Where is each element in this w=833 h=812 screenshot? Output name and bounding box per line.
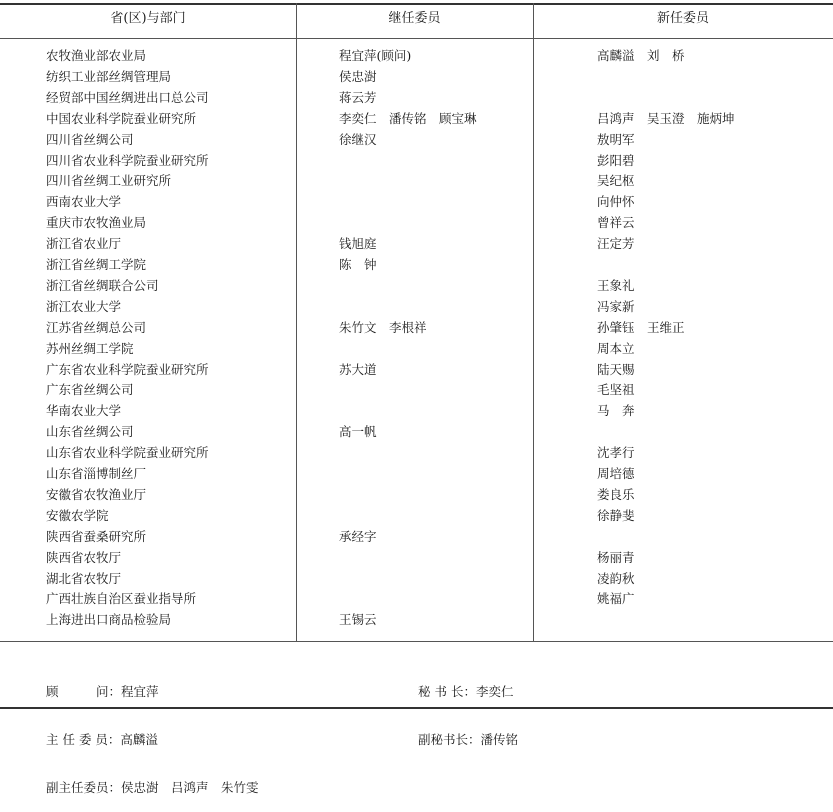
department-cell: 安徽农学院: [46, 507, 109, 523]
new-members-cell: 汪定芳: [597, 236, 635, 252]
new-members-cell: 曾祥云: [597, 215, 635, 231]
table-row: [0, 151, 833, 172]
table-row: [0, 109, 833, 130]
department-cell: 浙江省丝绸联合公司: [46, 277, 159, 293]
table-row: [0, 610, 833, 631]
new-members-cell: 毛坚祖: [597, 382, 635, 398]
footer-secretary-general: 秘 书 长：李奕仁: [418, 684, 514, 699]
continuing-members-cell: 蒋云芳: [339, 89, 377, 105]
table-row: [0, 401, 833, 422]
department-cell: 陕西省农牧厅: [46, 549, 122, 565]
new-members-cell: 陆天赐: [597, 361, 635, 377]
department-cell: 农牧渔业部农业局: [46, 48, 147, 63]
department-cell: 重庆市农牧渔业局: [46, 215, 147, 231]
new-members-cell: 马 奔: [597, 403, 635, 419]
department-cell: 华南农业大学: [46, 403, 122, 419]
table-row: [0, 318, 833, 339]
continuing-members-cell: 陈 钟: [339, 257, 377, 272]
department-cell: 安徽省农牧渔业厅: [46, 486, 147, 502]
header-continuing-members: 继任委员: [388, 11, 441, 26]
department-cell: 浙江省农业厅: [46, 236, 122, 252]
new-members-cell: 彭阳碧: [597, 152, 635, 168]
department-cell: 山东省淄博制丝厂: [46, 466, 147, 481]
footer-chair: 主 任 委 员：高麟溢: [46, 732, 158, 747]
new-members-cell: 敖明军: [597, 131, 635, 147]
department-cell: 浙江农业大学: [46, 298, 122, 314]
department-cell: 湖北省农牧厅: [46, 570, 122, 586]
new-members-cell: 孙肇钰 王维正: [597, 319, 685, 335]
table-row: [0, 339, 833, 360]
new-members-cell: 周培德: [597, 466, 635, 481]
continuing-members-cell: 钱旭庭: [339, 236, 377, 252]
continuing-members-cell: 苏大道: [339, 361, 377, 377]
continuing-members-cell: 徐继汉: [339, 131, 377, 147]
new-members-cell: 王象礼: [597, 277, 635, 293]
department-cell: 西南农业大学: [46, 194, 122, 210]
table-top-rule: [0, 3, 833, 5]
table-row: [0, 213, 833, 234]
new-members-cell: 姚福广: [597, 591, 635, 607]
new-members-cell: 娄良乐: [597, 486, 635, 502]
continuing-members-cell: 王锡云: [339, 612, 377, 628]
department-cell: 苏州丝绸工学院: [46, 340, 134, 356]
table-row: [0, 506, 833, 527]
table-row: [0, 548, 833, 569]
footer-deputy-secretary-general: 副秘书长：潘传铭: [418, 732, 519, 747]
department-cell: 山东省丝绸公司: [46, 424, 134, 440]
continuing-members-cell: 朱竹文 李根祥: [339, 319, 427, 335]
footer-vice-chairs: 副主任委员：侯忠澍 吕鸿声 朱竹雯: [46, 780, 259, 795]
department-cell: 广东省农业科学院蚕业研究所: [46, 361, 209, 377]
table-row: [0, 67, 833, 88]
table-row: [0, 130, 833, 151]
continuing-members-cell: 程宜萍(顾问): [339, 48, 412, 63]
continuing-members-cell: 高一帆: [339, 424, 377, 440]
footer-left: [46, 652, 259, 812]
department-cell: 山东省农业科学院蚕业研究所: [46, 445, 209, 461]
table-row: [0, 380, 833, 401]
table-bottom-rule: [0, 641, 833, 642]
table-row: [0, 297, 833, 318]
new-members-cell: 向仲怀: [597, 194, 635, 210]
table-row: [0, 88, 833, 109]
header-department: 省(区)与部门: [110, 11, 186, 26]
table-row: [0, 171, 833, 192]
table-row: [0, 422, 833, 443]
footer-advisor: 顾 问：程宜萍: [46, 684, 159, 699]
new-members-cell: 沈孝行: [597, 445, 635, 461]
continuing-members-cell: 侯忠澍: [339, 68, 377, 84]
new-members-cell: 凌韵秋: [597, 570, 635, 586]
department-cell: 广西壮族自治区蚕业指导所: [46, 591, 197, 607]
new-members-cell: 吕鸿声 吴玉澄 施炳坤: [597, 110, 735, 126]
department-cell: 经贸部中国丝绸进出口总公司: [46, 89, 209, 105]
new-members-cell: 冯家新: [597, 298, 635, 314]
table-row: [0, 569, 833, 590]
table-row: [0, 192, 833, 213]
department-cell: 江苏省丝绸总公司: [46, 319, 147, 335]
table-row: [0, 360, 833, 381]
table-row: [0, 276, 833, 297]
department-cell: 纺织工业部丝绸管理局: [46, 68, 172, 84]
department-cell: 上海进出口商品检验局: [46, 612, 172, 628]
table-row: [0, 464, 833, 485]
department-cell: 浙江省丝绸工学院: [46, 257, 147, 272]
table-row: [0, 46, 833, 67]
new-members-cell: 高麟溢 刘 桥: [597, 48, 685, 63]
table-row: [0, 443, 833, 464]
department-cell: 中国农业科学院蚕业研究所: [46, 110, 197, 126]
department-cell: 四川省丝绸工业研究所: [46, 173, 172, 189]
header-bottom-rule: [0, 38, 833, 39]
new-members-cell: 周本立: [597, 340, 635, 356]
department-cell: 广东省丝绸公司: [46, 382, 134, 398]
table-row: [0, 527, 833, 548]
new-members-cell: 吴纪枢: [597, 173, 635, 189]
new-members-cell: 徐静斐: [597, 507, 635, 523]
table-row: [0, 234, 833, 255]
table-row: [0, 589, 833, 610]
department-cell: 四川省农业科学院蚕业研究所: [46, 152, 209, 168]
table-row: [0, 485, 833, 506]
table-row: [0, 255, 833, 276]
header-new-members: 新任委员: [656, 11, 709, 26]
continuing-members-cell: 李奕仁 潘传铭 顾宝琳: [339, 110, 477, 126]
department-cell: 陕西省蚕桑研究所: [46, 528, 147, 544]
continuing-members-cell: 承经字: [339, 528, 377, 544]
footer-right: [418, 652, 518, 764]
department-cell: 四川省丝绸公司: [46, 131, 134, 147]
new-members-cell: 杨丽青: [597, 549, 635, 565]
